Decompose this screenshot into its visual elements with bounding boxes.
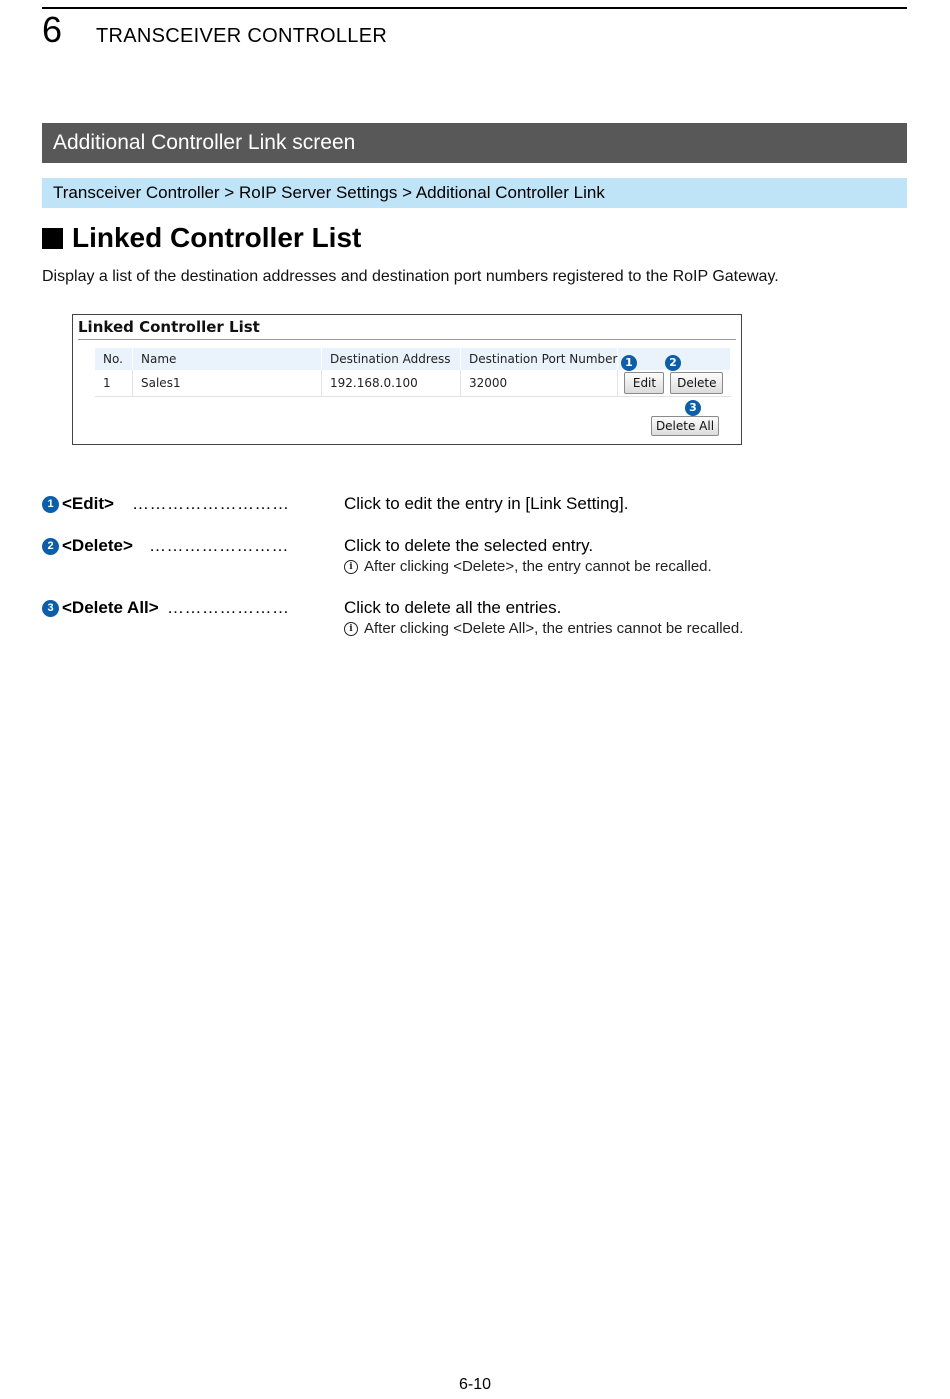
section-title: Additional Controller Link screen	[42, 123, 907, 163]
description-label	[42, 535, 133, 557]
label-text: <Delete>	[62, 536, 133, 555]
description-note	[344, 619, 743, 639]
table-row[interactable]	[95, 370, 731, 397]
cell-name: Sales1	[133, 370, 322, 397]
panel-title: Linked Controller List	[78, 318, 260, 336]
cell-port: 32000	[461, 370, 618, 397]
leader-dots: ………………………	[132, 494, 290, 513]
linked-controller-table	[95, 348, 731, 397]
label-text: <Edit>	[62, 494, 114, 513]
cell-address: 192.168.0.100	[322, 370, 461, 397]
sub-heading	[42, 221, 361, 255]
description-text: Click to edit the entry in [Link Setting].	[344, 494, 629, 513]
panel-divider	[78, 339, 736, 340]
breadcrumb: Transceiver Controller > RoIP Server Settings > Additional Controller Link	[42, 178, 907, 208]
edit-button[interactable]: Edit	[624, 372, 664, 394]
cell-no: 1	[95, 370, 133, 397]
chapter-number: 6	[42, 9, 63, 50]
number-badge: 3	[42, 600, 59, 617]
page-number: 6-10	[458, 1376, 492, 1393]
info-icon: i	[344, 560, 358, 574]
description-label	[42, 493, 114, 515]
top-rule	[42, 7, 907, 9]
number-badge: 1	[42, 496, 59, 513]
leader-dots: …………………	[167, 598, 290, 617]
number-badge: 2	[42, 538, 59, 555]
marker-3: 3	[685, 400, 701, 416]
delete-all-button[interactable]: Delete All	[651, 416, 719, 436]
info-icon: i	[344, 622, 358, 636]
square-bullet-icon	[42, 228, 63, 249]
column-header-name: Name	[133, 348, 322, 370]
intro-text: Display a list of the destination addresses and destination port numbers registered to the RoIP Gateway.	[42, 268, 779, 285]
note-text: After clicking <Delete>, the entry cannot be recalled.	[364, 558, 712, 575]
description-text: Click to delete all the entries.	[344, 598, 562, 617]
column-header-port: Destination Port Number	[461, 348, 618, 370]
leader-dots: ……………………	[149, 536, 289, 555]
description-text: Click to delete the selected entry.	[344, 536, 594, 555]
linked-controller-panel	[72, 314, 742, 445]
marker-2: 2	[665, 355, 681, 371]
sub-heading-text: Linked Controller List	[72, 222, 362, 253]
note-text: After clicking <Delete All>, the entries cannot be recalled.	[364, 620, 744, 637]
marker-1: 1	[621, 355, 637, 371]
column-header-no: No.	[95, 348, 133, 370]
chapter-title: TRANSCEIVER CONTROLLER	[96, 25, 388, 47]
description-note	[344, 557, 712, 577]
label-text: <Delete All>	[62, 598, 159, 617]
delete-button[interactable]: Delete	[670, 372, 723, 394]
cell-actions	[618, 370, 731, 397]
column-header-address: Destination Address	[322, 348, 461, 370]
description-label	[42, 597, 159, 619]
